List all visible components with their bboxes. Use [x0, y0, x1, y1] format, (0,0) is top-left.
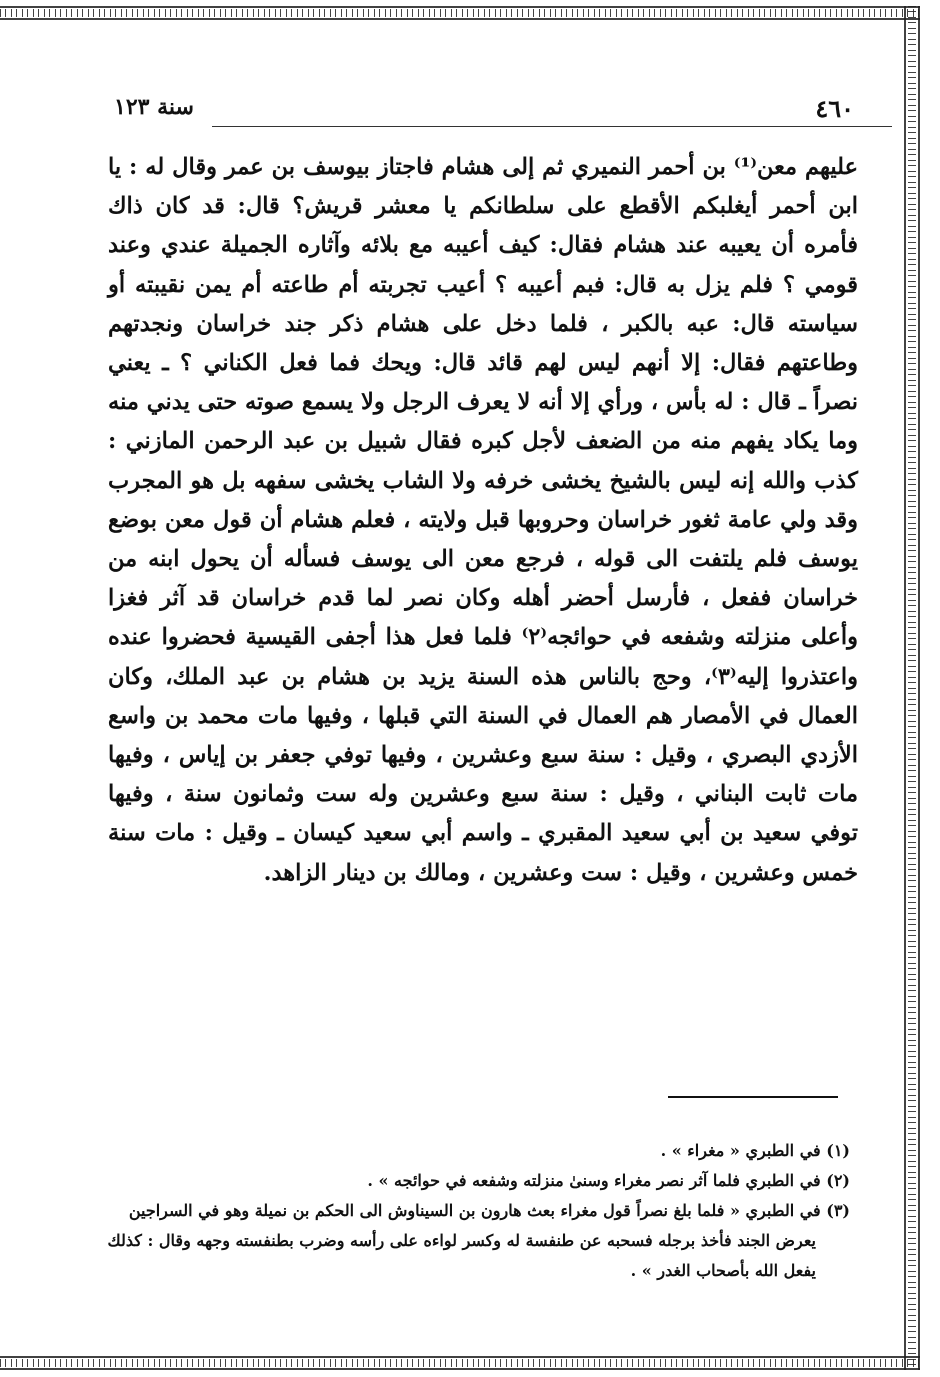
footnote-separator: [668, 1096, 838, 1098]
footnotes: [104, 1136, 850, 1286]
footnote-3-continued: يعرض الجند فأخذ برجله فسحبه عن طنفسة له وكسر لواءه على رأسه وضرب بطنفسته وجهه وقال : كذلك: [107, 1231, 816, 1250]
main-text: [108, 148, 858, 893]
footnote-3: (٣) في الطبري « فلما بلغ نصراً قول مغراء بعث هارون بن السيناوش الى الحكم بن نميلة وهو في السراجين: [128, 1201, 850, 1220]
page-border-right: [904, 6, 920, 1370]
footnote-1: (١) في الطبري « مغراء » .: [660, 1141, 850, 1160]
main-paragraph: عليهم معن⁽¹⁾ بن أحمر النميري ثم إلى هشام فاجتاز بيوسف بن عمر وقال له : يا ابن أحمر أيغلبكم الأقطع على سلطانكم يا معشر قريش؟ قال: قد كان ذاك فأمره أن يعيبه عند هشام فقال: كيف أعيبه مع بلائه وآثاره الجميلة عندي وعند قومي ؟ فلم يزل به قال: فبم أعيبه ؟ أعيب تجربته أم طاعته أم يمن نقيبته أو سياسته قال: عبه بالكبر ، فلما دخل على هشام ذكر جند خراسان ونجدتهم وطاعتهم فقال: إلا أنهم ليس لهم قائد قال: ويحك فما فعل الكناني ؟ ـ يعني نصراً ـ قال : له بأس ، ورأي إلا أنه لا يعرف الرجل ولا يسمع صوته حتى يدني منه وما يكاد يفهم منه من الضعف لأجل كبره فقال شبيل بن عبد الرحمن المازني : كذب والله إنه ليس بالشيخ يخشى خرفه ولا الشاب يخشى سفهه بل هو المجرب وقد ولي عامة ثغور خراسان وحروبها قبل ولايته ، فعلم هشام أن قول معن بوضع يوسف فلم يلتفت الى قوله ، فرجع معن الى يوسف فسأله أن يحول ابنه من خراسان ففعل ، فأرسل أحضر أهله وكان نصر لما قدم خراسان قد آثر فغزا وأعلى منزلته وشفعه في حوائجه⁽٢⁾ فلما فعل هذا أجفى القيسية فحضروا عنده واعتذروا إليه⁽٣⁾، وحج بالناس هذه السنة يزيد بن هشام بن عبد الملك، وكان العمال في الأمصار هم العمال في السنة التي قبلها ، وفيها مات محمد بن واسع الأزدي البصري ، وقيل : سنة سبع وعشرين ، وفيها توفي جعفر بن إياس ، وفيها مات ثابت البناني ، وقيل : سنة سبع وعشرين وله ست وثمانون سنة ، وفيها توفي سعيد بن أبي سعيد المقبري ـ واسم أبي سعيد كيسان ـ وقيل : مات سنة خمس وعشرين ، وقيل : ست وعشرين ، ومالك بن دينار الزاهد.: [108, 154, 859, 886]
header-rule: [212, 126, 892, 127]
page-border-top: [0, 6, 920, 20]
page-header: [114, 92, 854, 132]
page-border-bottom: [0, 1356, 920, 1370]
page-number: ٤٦٠: [815, 94, 854, 123]
footnote-2: (٢) في الطبري فلما آثر نصر مغراء وسنىٰ منزلته وشفعه في حوائجه » .: [367, 1171, 850, 1190]
footnote-3-end: يفعل الله بأصحاب الغدر » .: [630, 1261, 816, 1280]
running-head-year: سنة ١٢٣: [114, 94, 194, 120]
